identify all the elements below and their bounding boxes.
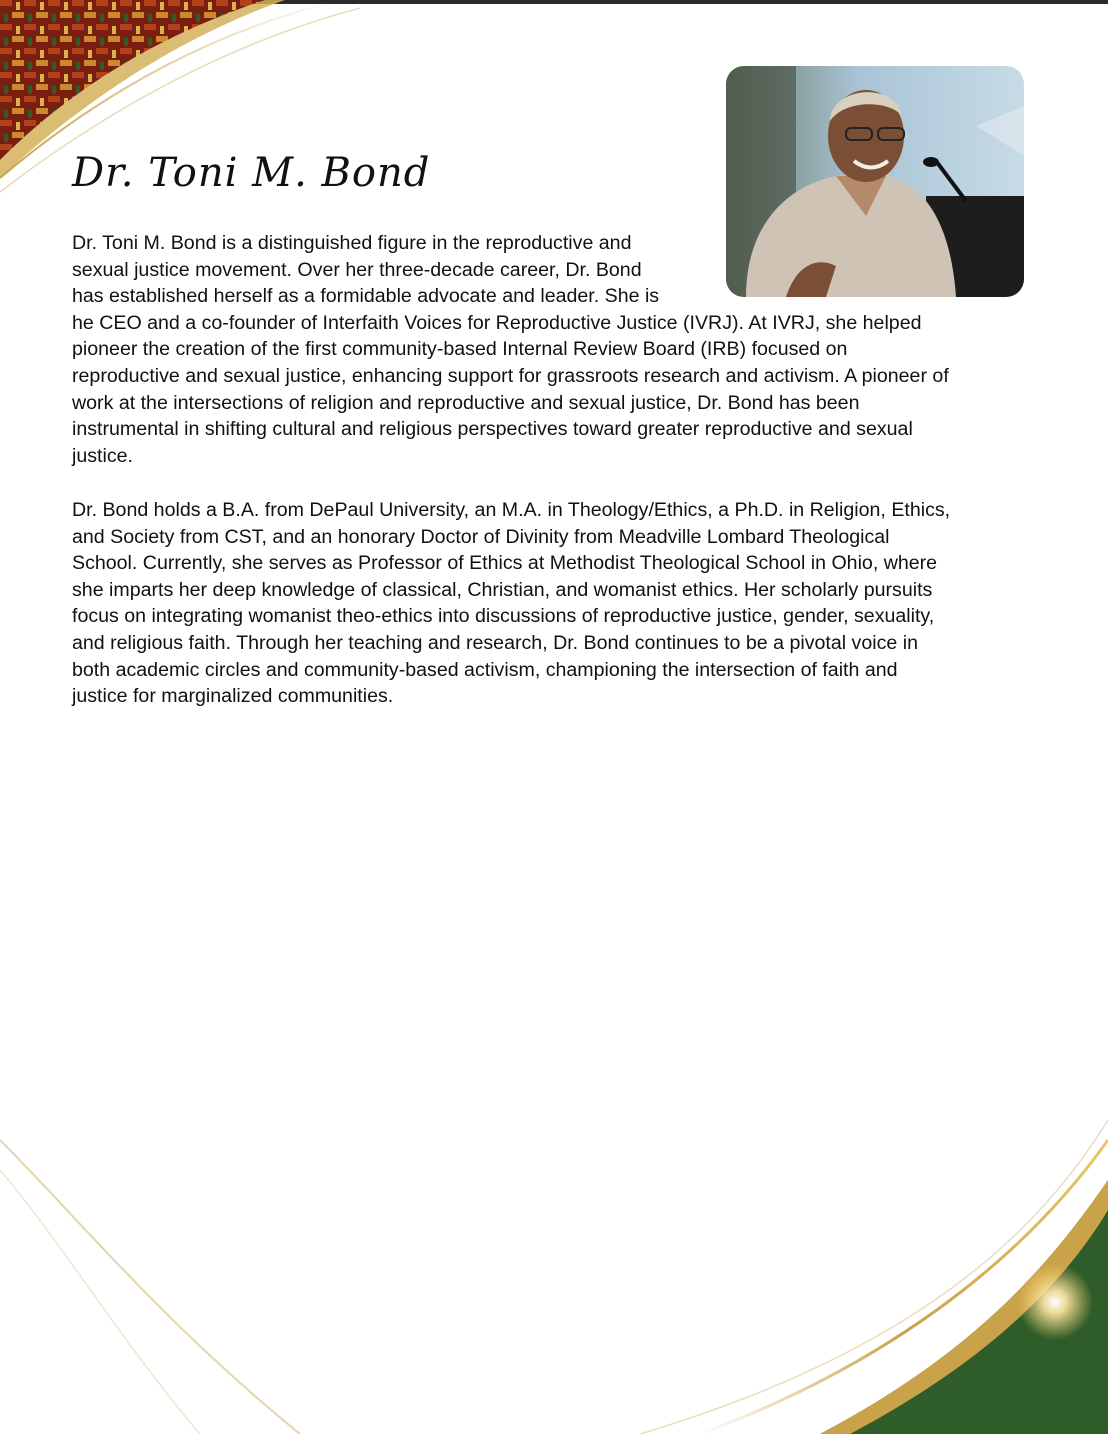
bio-paragraph-2	[72, 497, 1032, 710]
decorative-swoosh-bottom	[0, 1080, 1108, 1434]
bio-paragraph-1	[72, 230, 1032, 469]
bio-line: and religious faith. Through her teaching and research, Dr. Bond continues to be a pivotal voice in	[72, 631, 918, 654]
bio-line: pioneer the creation of the first community-based Internal Review Board (IRB) focused on	[72, 338, 848, 361]
bio-line: Dr. Toni M. Bond is a distinguished figure in the reproductive and	[72, 232, 632, 254]
bio-paragraph-2-text	[72, 497, 1032, 710]
bio-line: both academic circles and community-based activism, championing the intersection of faith and	[72, 658, 898, 681]
bio-line: Dr. Bond holds a B.A. from DePaul University, an M.A. in Theology/Ethics, a Ph.D. in Religion, Ethics,	[72, 499, 951, 521]
bio-line: justice.	[72, 444, 133, 467]
bio-line: instrumental in shifting cultural and religious perspectives toward greater reproductive and sexual	[72, 418, 913, 441]
bio-line: she imparts her deep knowledge of classical, Christian, and womanist ethics. Her scholarly pursuits	[72, 578, 933, 601]
bio-line: sexual justice movement. Over her three-decade career, Dr. Bond	[72, 258, 642, 281]
page-title: Dr. Toni M. Bond	[72, 150, 431, 196]
bio-line: reproductive and sexual justice, enhancing support for grassroots research and activism. A pioneer of	[72, 364, 949, 387]
bio-line: has established herself as a formidable advocate and leader. She is	[72, 285, 660, 308]
bio-line: School. Currently, she serves as Professor of Ethics at Methodist Theological School in Ohio, where	[72, 552, 938, 575]
bio-paragraph-1-text	[72, 230, 1032, 469]
bio-line: justice for marginalized communities.	[72, 685, 394, 708]
bio-line: focus on integrating womanist theo-ethics into discussions of reproductive justice, gender, sexuality,	[72, 605, 935, 628]
bio-line: and Society from CST, and an honorary Doctor of Divinity from Meadville Lombard Theological	[72, 525, 890, 548]
bio-line: he CEO and a co-founder of Interfaith Voices for Reproductive Justice (IVRJ). At IVRJ, she helped	[72, 311, 922, 334]
bio-line: work at the intersections of religion and reproductive and sexual justice, Dr. Bond has been	[72, 391, 860, 414]
